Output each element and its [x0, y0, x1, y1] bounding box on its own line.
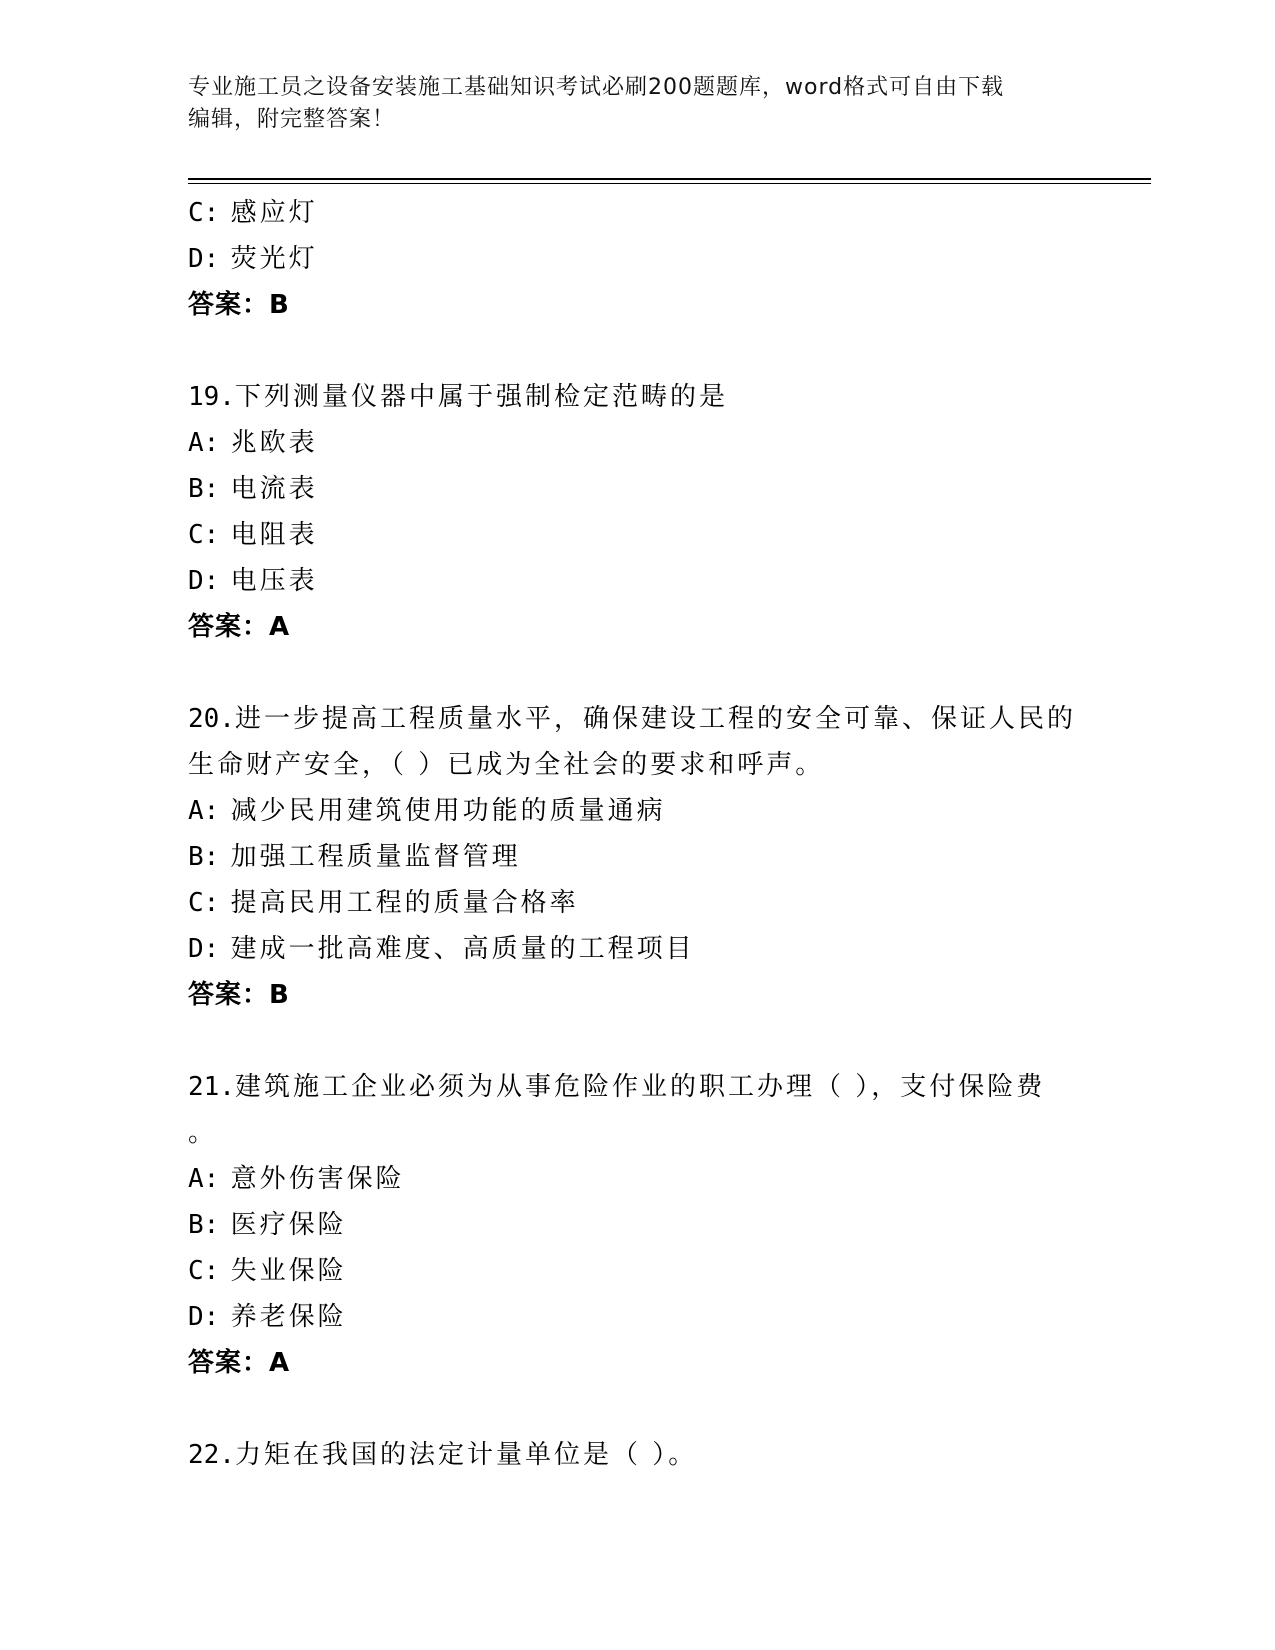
option-text: 提高民用工程的质量合格率	[230, 888, 579, 918]
option-row	[188, 1202, 1088, 1248]
option-row	[188, 1248, 1088, 1294]
option-text: 电流表	[230, 474, 318, 504]
option-key: C:	[188, 520, 220, 550]
option-row	[188, 1156, 1088, 1202]
option-key: D:	[188, 934, 220, 964]
answer-line: 答案：A	[188, 612, 291, 642]
option-text: 加强工程质量监督管理	[230, 842, 521, 872]
option-text: 感应灯	[230, 198, 318, 228]
option-key: C:	[188, 888, 220, 918]
question-stem	[188, 696, 1088, 742]
header-divider-thick	[188, 178, 1151, 180]
answer-line: 答案：B	[188, 980, 290, 1010]
option-row	[188, 236, 1088, 282]
option-key: A:	[188, 1164, 220, 1194]
option-row	[188, 834, 1088, 880]
question-stem-continued: 。	[188, 1118, 218, 1148]
answer-line: 答案：A	[188, 1348, 291, 1378]
option-key: A:	[188, 428, 220, 458]
option-row	[188, 788, 1088, 834]
header-line-2: 编辑，附完整答案！	[188, 107, 396, 132]
question-text: 进一步提高工程质量水平，确保建设工程的安全可靠、保证人民的	[234, 704, 1076, 734]
option-row	[188, 558, 1088, 604]
document-header	[188, 72, 1068, 136]
option-row	[188, 190, 1088, 236]
option-text: 电压表	[230, 566, 318, 596]
option-key: B:	[188, 474, 220, 504]
option-row	[188, 880, 1088, 926]
header-line-1: 专业施工员之设备安装施工基础知识考试必刷200题题库，word格式可自由下载	[188, 75, 1005, 100]
option-text: 意外伤害保险	[230, 1164, 405, 1194]
question-stem	[188, 374, 1088, 420]
option-text: 电阻表	[230, 520, 318, 550]
option-row	[188, 466, 1088, 512]
question-stem-continued: 生命财产安全，（ ）已成为全社会的要求和呼声。	[188, 750, 825, 780]
question-number: 22.	[188, 1440, 235, 1470]
option-key: B:	[188, 1210, 220, 1240]
option-key: C:	[188, 1256, 220, 1286]
question-spacer	[188, 1386, 1088, 1432]
question-text: 力矩在我国的法定计量单位是（ ）。	[234, 1440, 698, 1470]
answer-line: 答案：B	[188, 290, 290, 320]
question-stem	[188, 1064, 1088, 1110]
question-spacer	[188, 650, 1088, 696]
option-row	[188, 1294, 1088, 1340]
option-key: D:	[188, 244, 220, 274]
question-number: 20.	[188, 704, 235, 734]
option-text: 荧光灯	[230, 244, 318, 274]
option-text: 减少民用建筑使用功能的质量通病	[230, 796, 666, 826]
option-text: 医疗保险	[230, 1210, 347, 1240]
option-row	[188, 420, 1088, 466]
option-text: 养老保险	[230, 1302, 347, 1332]
option-key: B:	[188, 842, 220, 872]
option-key: D:	[188, 1302, 220, 1332]
option-text: 建成一批高难度、高质量的工程项目	[230, 934, 695, 964]
question-spacer	[188, 328, 1088, 374]
question-text: 下列测量仪器中属于强制检定范畴的是	[234, 382, 728, 412]
question-number: 19.	[188, 382, 235, 412]
option-key: A:	[188, 796, 220, 826]
option-row	[188, 926, 1088, 972]
option-text: 失业保险	[230, 1256, 347, 1286]
question-number: 21.	[188, 1072, 235, 1102]
question-stem	[188, 1432, 1088, 1478]
option-text: 兆欧表	[230, 428, 318, 458]
option-row	[188, 512, 1088, 558]
header-divider-thin	[188, 183, 1151, 184]
option-key: D:	[188, 566, 220, 596]
question-list	[188, 190, 1088, 1478]
question-text: 建筑施工企业必须为从事危险作业的职工办理（ ），支付保险费	[234, 1072, 1046, 1102]
question-spacer	[188, 1018, 1088, 1064]
option-key: C:	[188, 198, 220, 228]
